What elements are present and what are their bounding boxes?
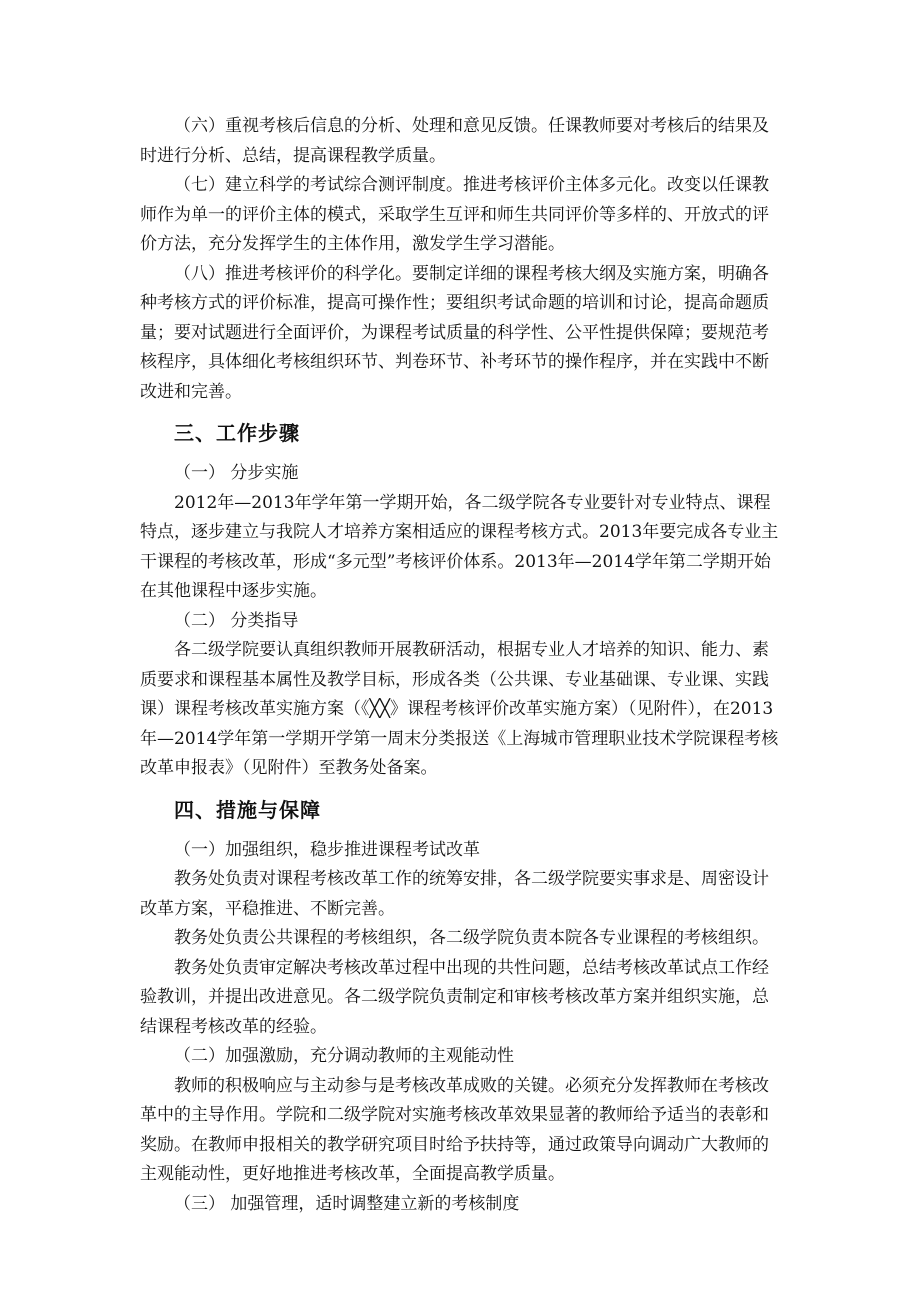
subheading-management: （三） 加强管理，适时调整建立新的考核制度 <box>174 1193 520 1214</box>
paragraph-item-7: （七）建立科学的考试综合测评制度。推进考核评价主体多元化。改变以任课教师作为单一的评价主体的模式，采取学生互评和师生共同评价等多样的、开放式的评价方法，充分发挥学生的主体作用，激发学生学习潜能。 <box>140 175 769 254</box>
section-heading-work-steps: 三、工作步骤 <box>174 421 300 445</box>
paragraph-category: 各二级学院要认真组织教师开展教研活动，根据专业人才培养的知识、能力、素质要求和课程基本属性及教学目标，形成各类（公共课、专业基础课、专业课、实践课）课程考核改革实施方案（《╳╳》课程考核评价改革实施方案）（见附件），在2013年—2014学年第一学期开学第一周末分类报送《上海城市管理职业技术学院课程考核改革申报表》（见附件）至教务处备案。 <box>140 640 779 778</box>
paragraph-organization-3: 教务处负责审定解决考核改革过程中出现的共性问题，总结考核改革试点工作经验教训，并提出改进意见。各二级学院负责制定和审核考核改革方案并组织实施，总结课程考核改革的经验。 <box>140 957 769 1037</box>
document-body <box>140 112 780 1219</box>
paragraph-item-6: （六）重视考核后信息的分析、处理和意见反馈。任课教师要对考核后的结果及时进行分析、总结，提高课程教学质量。 <box>140 116 769 166</box>
paragraph-item-8: （八）推进考核评价的科学化。要制定详细的课程考核大纲及实施方案，明确各种考核方式的评价标准，提高可操作性；要组织考试命题的培训和讨论，提高命题质量；要对试题进行全面评价，为课程考试质量的科学性、公平性提供保障；要规范考核程序，具体细化考核组织环节、判卷环节、补考环节的操作程序，并在实践中不断改进和完善。 <box>140 263 769 402</box>
subheading-organization: （一）加强组织，稳步推进课程考试改革 <box>174 839 480 860</box>
subheading-incentive: （二）加强激励，充分调动教师的主观能动性 <box>174 1046 514 1066</box>
paragraph-organization-1: 教务处负责对课程考核改革工作的统筹安排，各二级学院要实事求是、周密设计改革方案，平稳推进、不断完善。 <box>140 869 769 919</box>
subheading-phased: （一） 分步实施 <box>174 463 299 483</box>
paragraph-organization-2: 教务处负责公共课程的考核组织，各二级学院负责本院各专业课程的考核组织。 <box>174 928 769 948</box>
paragraph-phased: 2012年—2013年学年第一学期开始，各二级学院各专业要针对专业特点、课程特点，逐步建立与我院人才培养方案相适应的课程考核方式。2013年要完成各专业主干课程的考核改革，形成“多元型”考核评价体系。2013年—2014学年第二学期开始在其他课程中逐步实施。 <box>140 492 779 601</box>
section-heading-measures: 四、措施与保障 <box>174 797 321 822</box>
subheading-category: （二） 分类指导 <box>174 610 299 631</box>
paragraph-incentive: 教师的积极响应与主动参与是考核改革成败的关键。必须充分发挥教师在考核改革中的主导作用。学院和二级学院对实施考核改革效果显著的教师给予适当的表彰和奖励。在教师申报相关的教学研究项目时给予扶持等，通过政策导向调动广大教师的主观能动性，更好地推进考核改革，全面提高教学质量。 <box>140 1075 769 1184</box>
